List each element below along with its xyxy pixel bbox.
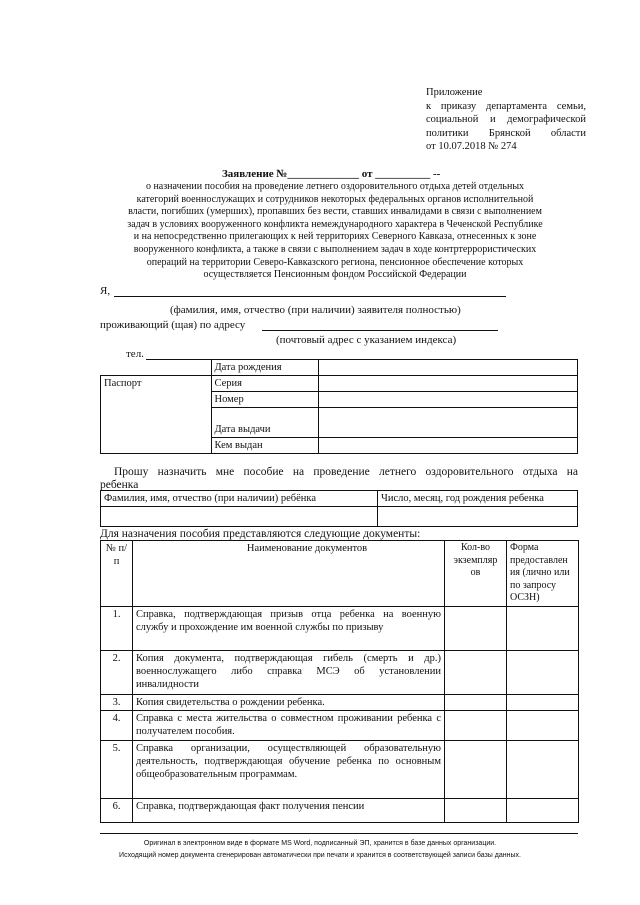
appendix-line: Приложение <box>426 87 483 98</box>
number-value[interactable] <box>318 392 578 408</box>
row-document-name: Справка с места жительства о совместном проживании ребенка с получателем пособия. <box>133 711 445 741</box>
row-document-name: Копия документа, подтверждающая гибель (смерть и др.) военнослужащего либо справка МСЭ об установлении инвалидности <box>133 651 445 695</box>
header-quantity: Кол-во экземпляр ов <box>445 541 507 607</box>
subject-line: операций на территории Северо-Кавказского региона, пенсионное обеспечение которых <box>146 256 524 268</box>
subject-line: вооруженного конфликта, а также в связи с выполнением задач в ходе контртеррористических <box>133 243 537 255</box>
row-number: 4. <box>101 711 133 741</box>
row-number: 1. <box>101 607 133 651</box>
applicant-name-field[interactable] <box>114 296 506 297</box>
row-quantity-cell[interactable] <box>445 711 507 741</box>
row-quantity-cell[interactable] <box>445 695 507 711</box>
issued-by-value[interactable] <box>318 438 578 454</box>
address-field[interactable] <box>262 330 498 331</box>
subject-line: о назначении пособия на проведение летнего оздоровительного отдыха детей отдельных <box>145 181 525 192</box>
row-form-cell[interactable] <box>507 799 579 823</box>
row-number: 2. <box>101 651 133 695</box>
footer-line: Оригинал в электронном виде в формате MS Word, подписанный ЭП, хранится в базе данных организации. <box>143 840 497 847</box>
empty-cell <box>101 360 212 376</box>
issue-date-value[interactable] <box>318 408 578 438</box>
row-quantity-cell[interactable] <box>445 651 507 695</box>
document-subject <box>100 181 570 282</box>
child-birth-header: Число, месяц, год рождения ребенка <box>378 491 578 507</box>
applicant-label: Я, <box>100 285 111 297</box>
row-document-name: Справка организации, осуществляющей образовательную деятельность, подтверждающая обучение ребенка по основным общеобразовательным программам. <box>133 741 445 799</box>
subject-line: осуществляется Пенсионным фондом Российской Федерации <box>203 269 467 281</box>
phone-label: тел. <box>126 348 144 360</box>
issue-date-label: Дата выдачи <box>211 408 318 438</box>
series-value[interactable] <box>318 376 578 392</box>
birth-date-value[interactable] <box>318 360 578 376</box>
row-form-cell[interactable] <box>507 607 579 651</box>
issued-by-label: Кем выдан <box>211 438 318 454</box>
row-quantity-cell[interactable] <box>445 607 507 651</box>
appendix-block <box>426 86 586 154</box>
row-quantity-cell[interactable] <box>445 741 507 799</box>
request-line: Прошу назначить мне пособие на проведение летнего оздоровительного отдыха на <box>114 466 578 478</box>
subject-line: власти, погибших (умерших), пропавших без вести, ставших инвалидами в связи с выполнением <box>128 206 542 218</box>
address-hint: (почтовый адрес с указанием индекса) <box>276 334 457 346</box>
header-name: Наименование документов <box>133 541 445 607</box>
docs-intro: Для назначения пособия представляются следующие документы: <box>100 528 421 540</box>
row-document-name: Копия свидетельства о рождении ребенка. <box>133 695 445 711</box>
appendix-line: от 10.07.2018 № 274 <box>426 141 517 152</box>
header-form: Форма предоставлен ия (лично или по запросу ОСЗН) <box>507 541 579 607</box>
child-table <box>100 490 578 527</box>
subject-line: и на непосредственно прилегающих к ней территориях Северного Кавказа, отнесенных к зоне <box>133 231 537 243</box>
appendix-line: к приказу департамента семьи, <box>426 100 586 112</box>
child-name-value[interactable] <box>101 507 378 527</box>
row-form-cell[interactable] <box>507 711 579 741</box>
documents-table <box>100 540 579 823</box>
row-number: 3. <box>101 695 133 711</box>
footer-divider <box>100 833 578 834</box>
row-quantity-cell[interactable] <box>445 799 507 823</box>
appendix-line: политики Брянской области <box>426 127 586 139</box>
number-label: Номер <box>211 392 318 408</box>
address-label: проживающий (щая) по адресу <box>100 319 246 331</box>
row-document-name: Справка, подтверждающая факт получения пенсии <box>133 799 445 823</box>
series-label: Серия <box>211 376 318 392</box>
child-name-header: Фамилия, имя, отчество (при наличии) ребёнка <box>101 491 378 507</box>
applicant-name-hint: (фамилия, имя, отчество (при наличии) заявителя полностью) <box>170 304 461 316</box>
passport-table <box>100 359 578 454</box>
header-number: № п/п <box>101 541 133 607</box>
appendix-line: социальной и демографической <box>426 114 586 125</box>
footer-line: Исходящий номер документа сгенерирован автоматически при печати и хранится в соответствующей записи базы данных. <box>119 852 521 859</box>
document-title: Заявление №_____________ от __________ -- <box>222 168 441 180</box>
request-line: ребенка <box>100 479 139 491</box>
row-form-cell[interactable] <box>507 695 579 711</box>
subject-line: задач в условиях вооруженного конфликта немеждународного характера в Чеченской Республике <box>127 218 543 230</box>
child-birth-value[interactable] <box>378 507 578 527</box>
passport-label: Паспорт <box>101 376 212 454</box>
row-form-cell[interactable] <box>507 741 579 799</box>
row-document-name: Справка, подтверждающая призыв отца ребенка на военную службу и прохождение им военной службы по призыву <box>133 607 445 651</box>
row-form-cell[interactable] <box>507 651 579 695</box>
birth-date-label: Дата рождения <box>211 360 318 376</box>
subject-line: категорий военнослужащих и сотрудников некоторых федеральных органов исполнительной <box>136 193 534 205</box>
row-number: 5. <box>101 741 133 799</box>
row-number: 6. <box>101 799 133 823</box>
